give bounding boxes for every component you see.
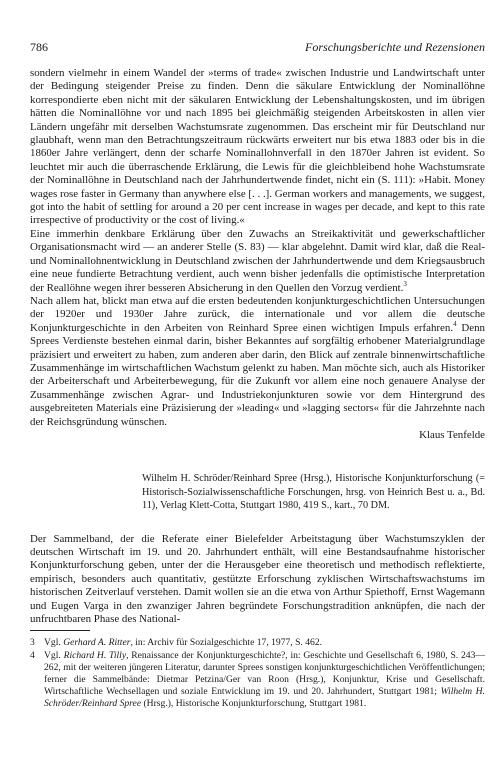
footnote (30, 650, 485, 711)
footnote-ref[interactable]: 3 (403, 279, 407, 288)
footnote-text (44, 650, 485, 711)
page (30, 40, 485, 711)
paragraph: Der Sammelband, der die Referate einer Bielefelder Arbeitstagung über Wachstumszyklen der deutschen Wirtschaft im 19. und 20. Jahrhundert enthält, will eine Bestandsaufnahme historischer Konjunkturforschung geben, unter der die Herausgeber eine theoretisch und methodisch reflektierte, empirisch, besonders auch quantitativ, gestützte Erforschung zyklischen Wirtschaftswachstums im historischen Zeitverlauf verstehen. Damit wollen sie an die etwa von Arthur Spiethoff, Ernst Wagemann und Eugen Varga in den zwanziger Jahren begründete Forschungstradition anknüpfen, die nach der unfruchtbaren Phase des National- (30, 532, 485, 626)
bibliographic-entry: Wilhelm H. Schröder/Reinhard Spree (Hrsg.), Historische Konjunkturforschung (= Historisch-Sozialwissenschaftliche Forschungen, hrsg. von Heinrich Best u. a., Bd. 11), Verlag Klett-Cotta, Stuttgart 1980, 419 S., kart., 70 DM. (142, 473, 485, 512)
footnote-text-part: , in: Archiv für Sozialgeschichte 17, 1977, S. 462. (130, 637, 323, 649)
review-body (30, 67, 485, 442)
footnote-ref[interactable]: 4 (453, 319, 457, 328)
footnote-author: Richard H. Tilly (63, 649, 127, 661)
paragraph-text: Eine immerhin denkbare Erklärung über den Zuwachs an Streikaktivität und gewerkschaftlicher Organisationsmacht wird — an anderer Stelle (S. 83) — klar abgelehnt. Damit wird klar, daß die Real- und Nominallohnentwicklung in Deutschland zwischen der Jahrhundertwende und dem Kriegsausbruch eine neue fundierte Betrachtung verdient, auch wenn bisher jedenfalls die optimistische Interpretation der Reallöhne wegen ihrer besseren Absicherung in den Quellen den Vorzug verdient. (30, 227, 485, 294)
paragraph: sondern vielmehr in einem Wandel der »terms of trade« zwischen Industrie und Landwirtschaft unter der Bedingung steigender Preise zu finden. Denn die säkulare Entwicklung der Nominallöhne korrespondierte eben nicht mit der säkularen Entwicklung der Lebenshaltungskosten, und im übrigen hätten die Nominallöhne vor und nach 1895 bei gleichmäßig steigenden Arbeitskosten in allen vier Ländern ungefähr mit derselben Wachstumsrate zugenommen. Das erscheint mir für Deutschland nur glaubhaft, wenn man den Betrachtungszeitraum rückwärts erweitert nur bis etwa 1883 oder bis in die 1860er Jahre verlängert, denn der scharfe Nominallohnverfall in den 1870er Jahren ist evident. So leuchtet mir auch die überraschende Erklärung, die Lewis für die gleichbleibend hohe Wachstumsrate der Nominallöhne in Deutschland nach der Jahrhundertwende findet, nicht ein (S. 111): »Habit. Money wages rose faster in Germany than anywhere else [. . .]. German workers and managements, we suggest, got into the habit of settling for around a 20 per cent increase in wages per decade, and kept to this rate irrespective of productivity or the cost of living.« (30, 67, 485, 227)
footnote-divider (30, 630, 90, 631)
paragraph-text: Nach allem hat, blickt man etwa auf die ersten bedeutenden konjunkturgeschichtlichen Untersuchungen der 1920er und 1930er Jahre zurück, die internationale und vor allem die deutsche Konjunkturgeschichte in den Arbeiten von Reinhard Spree einen wichtigen Impuls erfahren. (30, 294, 485, 334)
paragraph (30, 295, 485, 429)
footnotes (30, 637, 485, 710)
footnote-number: 3 (30, 637, 35, 649)
footnote-text-part: Vgl. (44, 637, 64, 649)
author-signature: Klaus Tenfelde (419, 428, 485, 441)
footnote-text-part: Vgl. (44, 649, 64, 661)
footnote (30, 637, 485, 649)
footnote-author: Wilhelm H. Schröder/Reinhard Spree (44, 686, 485, 710)
running-head (30, 40, 485, 55)
footnote-text (44, 637, 485, 649)
paragraph-text: Denn Sprees Verdienste bestehen einmal darin, bisher Bekanntes auf sorgfältig erhobener Materialgrundlage präzisiert und erweitert zu haben, zum anderen aber darin, den Blick auf zentrale binnenwirtschaftliche Zusammenhänge im wirtschaftlichen Wachstum gelenkt zu haben. Man möchte sich, auch als Historiker der Arbeiterschaft und Arbeiterbewegung, für die Zukunft vor allem eine noch genauere Analyse der Zusammenhänge zwischen Agrar- und Industriekonjunkturen sowie vor dem Hintergrund des ausgebreiteten Materials eine Präzisierung der »leading« und »lagging sectors« für die Jahrzehnte nach der Reichsgründung wünschen. (30, 321, 486, 428)
footnote-text-part: (Hrsg.), Historische Konjunkturforschung, Stuttgart 1981. (141, 698, 367, 710)
footnote-number: 4 (30, 649, 35, 661)
page-number: 786 (30, 40, 48, 54)
review-body (30, 533, 485, 627)
footnote-text-part: , Renaissance der Konjunkturgeschichte?, in: Geschichte und Gesellschaft 6, 1980, S. 243—262, mit der weiteren jüngeren Literatur, darunter Sprees sonstigen konjunkturgeschichtlichen Veröffentlichungen; ferner die Sammelbände: Dietmar Petzina/Ger van Roon (Hrsg.), Konjunktur, Krise und Gesellschaft. Wirtschaftliche Wechsellagen und soziale Entwicklung im 19. und 20. Jahrhundert, Stuttgart 1981; (44, 649, 485, 698)
section-title: Forschungsberichte und Rezensionen (305, 40, 485, 54)
footnote-author: Gerhard A. Ritter (63, 637, 131, 649)
paragraph (30, 228, 485, 295)
